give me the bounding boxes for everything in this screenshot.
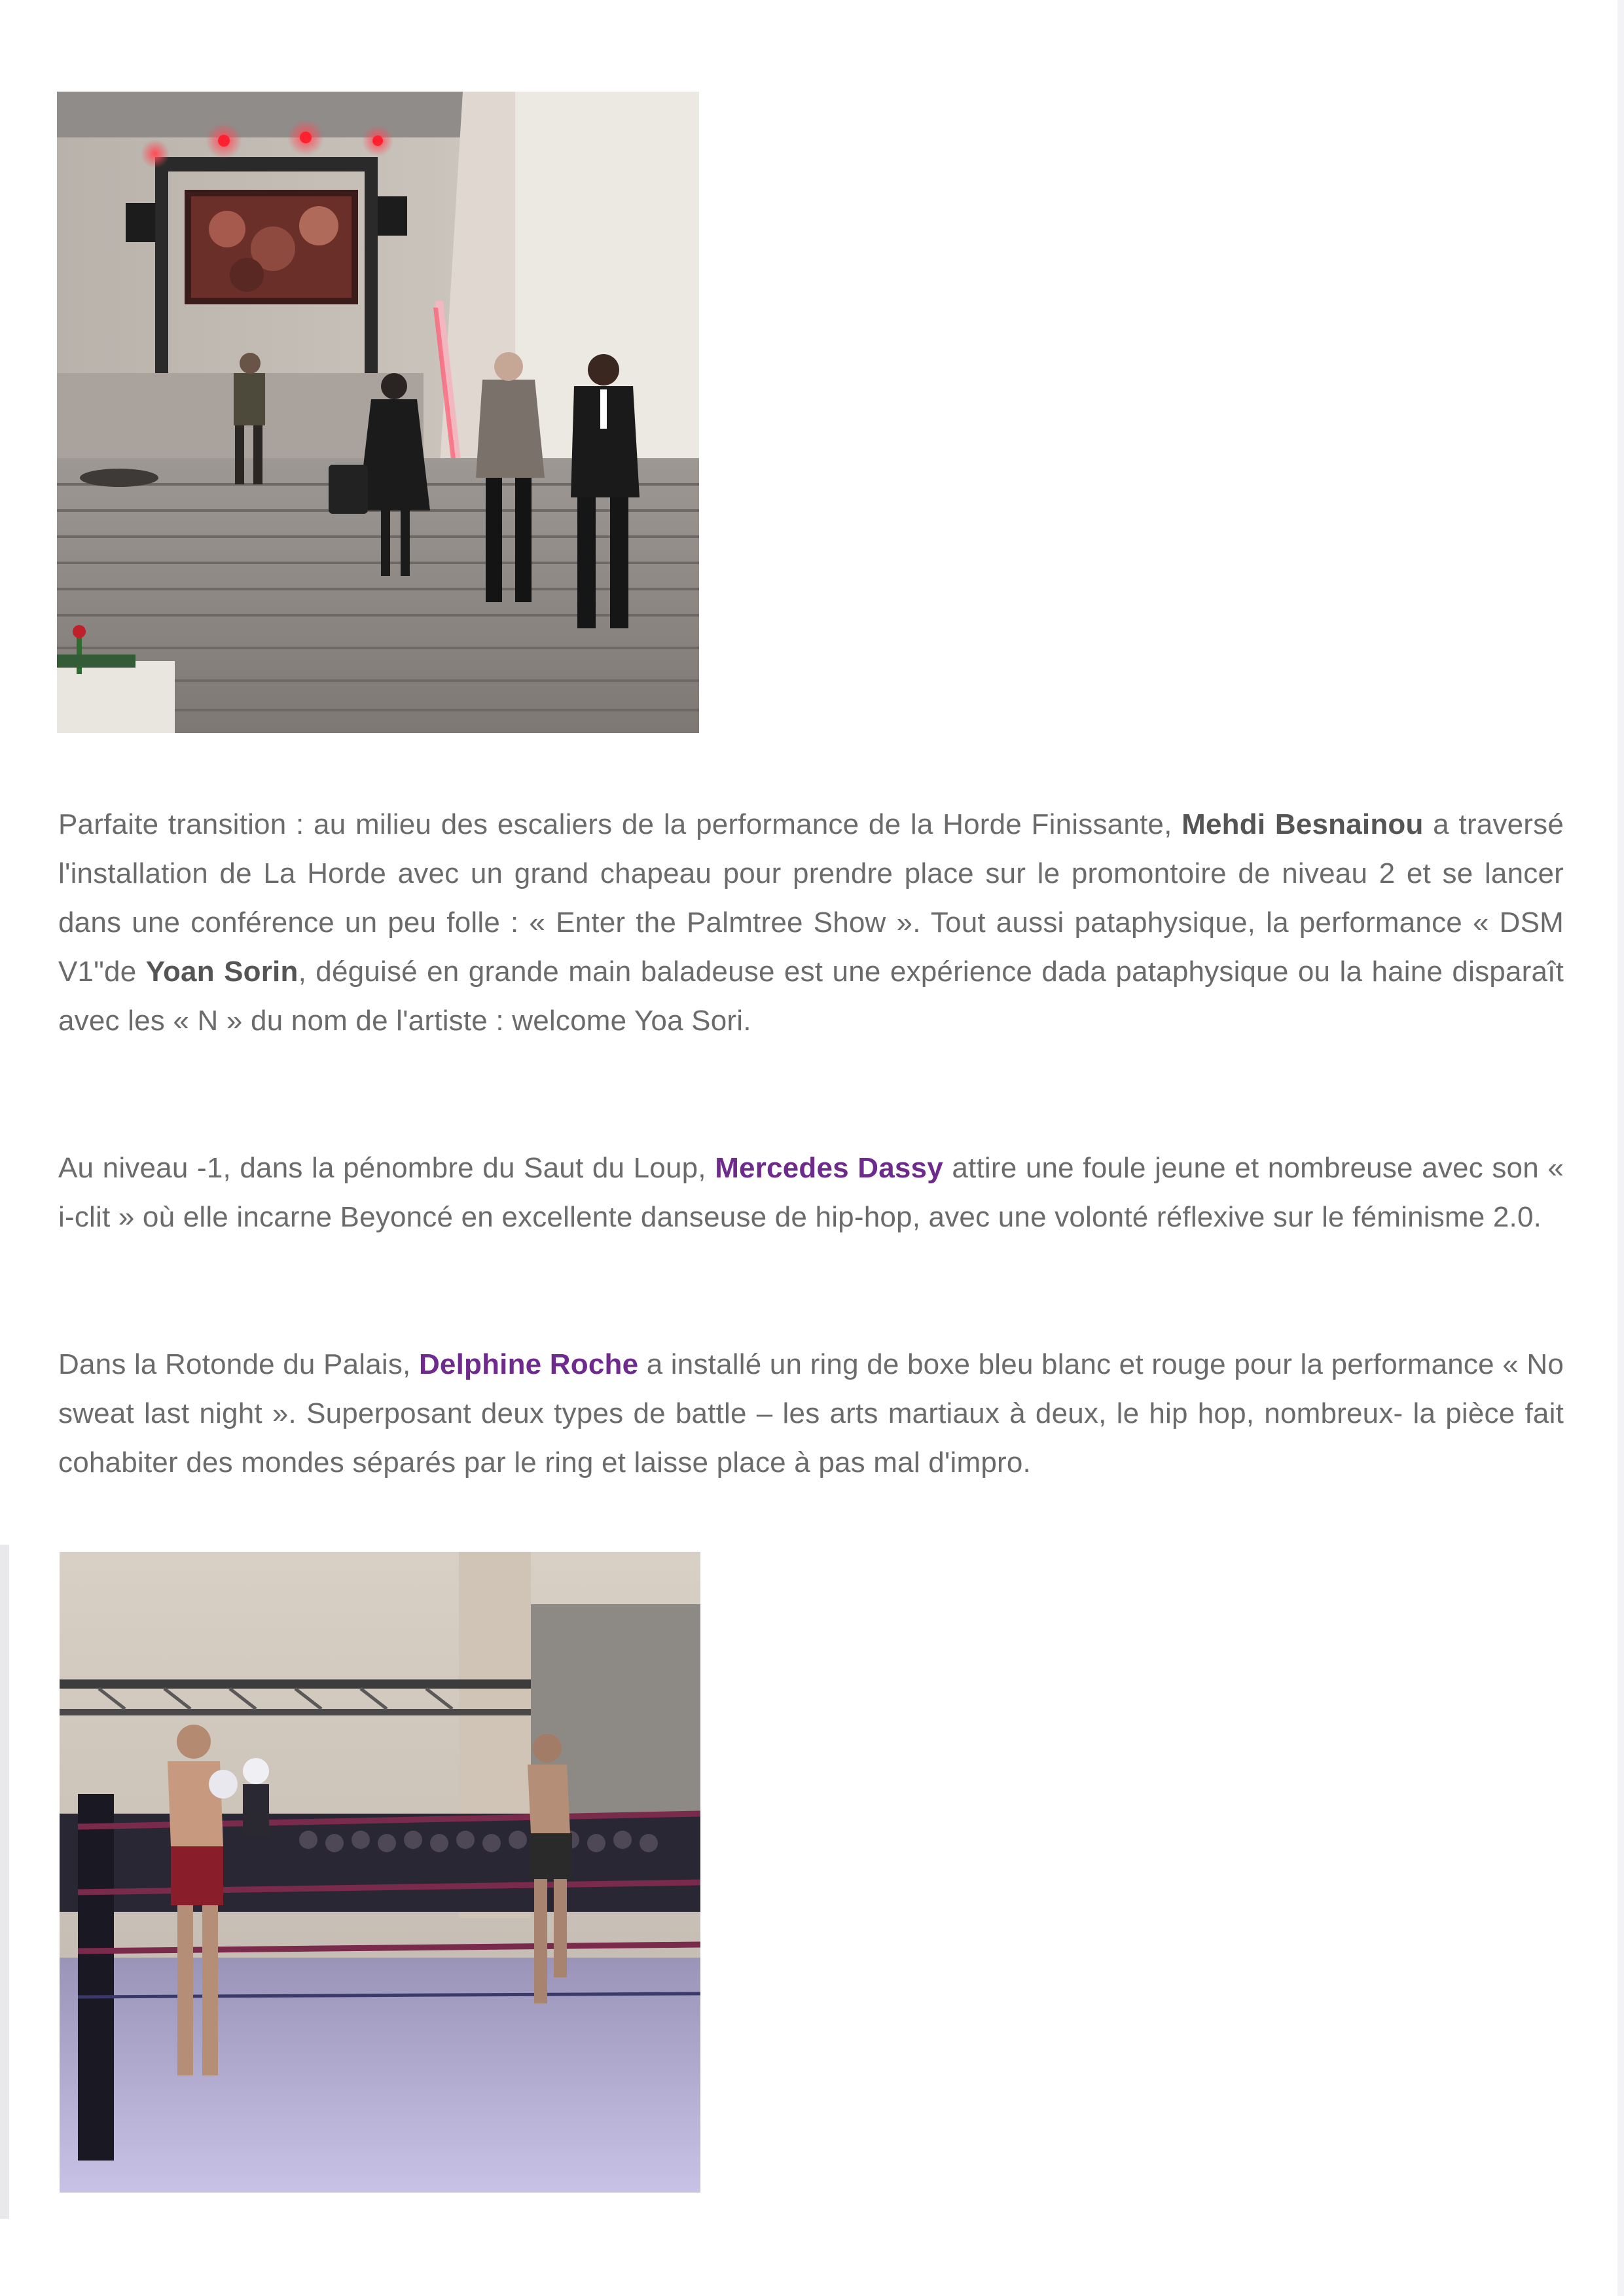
photo-stair-performance — [57, 92, 699, 733]
para1-text-c: , déguisé en grande main baladeuse est une expérience dada pataphysique ou la haine disparaît avec les « N » du nom de l'artiste : welcome Yoa Sori. — [58, 956, 1564, 1037]
artist-name-delphine-roche: Delphine Roche — [418, 1348, 639, 1380]
paragraph-horde-finissante — [58, 800, 1564, 1045]
para3-text-b: a installé un ring de boxe bleu blanc et rouge pour la performance « No sweat last night ». Superposant deux types de battle – les arts martiaux à deux, le hip hop, nombreux- la pièce fait cohabiter des mondes séparés par le ring et laisse place à pas mal d'impro. — [58, 1348, 1564, 1479]
page-edge-left — [0, 1545, 9, 2219]
para3-text-a: Dans la Rotonde du Palais, — [58, 1348, 419, 1380]
para2-text-a: Au niveau -1, dans la pénombre du Saut du Loup, — [58, 1152, 715, 1184]
artist-name-mercedes-dassy: Mercedes Dassy — [715, 1152, 943, 1184]
page-edge-right — [1617, 0, 1624, 2296]
para1-text-a: Parfaite transition : au milieu des escaliers de la performance de la Horde Finissante, — [58, 808, 1182, 840]
artist-name-mehdi-besnainou: Mehdi Besnainou — [1182, 808, 1424, 840]
paragraph-delphine-roche — [58, 1340, 1564, 1487]
stair-photo-illustration — [57, 92, 699, 733]
para2-text-b: attire une foule jeune et nombreuse avec son « i-clit » où elle incarne Beyoncé en excellente danseuse de hip-hop, avec une volonté réflexive sur le féminisme 2.0. — [58, 1152, 1564, 1233]
ring-photo-illustration — [60, 1552, 700, 2193]
artist-name-yoan-sorin: Yoan Sorin — [145, 956, 298, 988]
paragraph-mercedes-dassy — [58, 1143, 1564, 1242]
photo-boxing-ring — [60, 1552, 700, 2193]
para1-text-b: a traversé l'installation de La Horde avec un grand chapeau pour prendre place sur le promontoire de niveau 2 et se lancer dans une conférence un peu folle : « Enter the Palmtree Show ». Tout aussi pataphysique, la performance « DSM V1"de — [58, 808, 1564, 988]
